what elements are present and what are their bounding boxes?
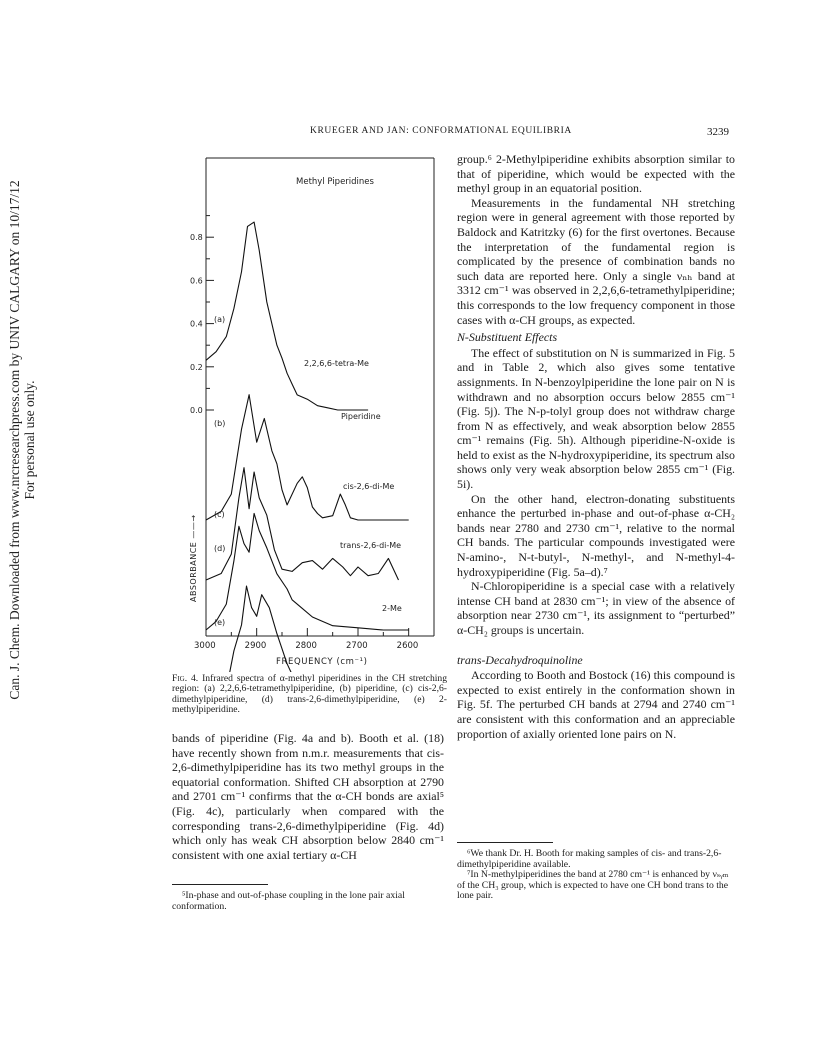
x-tick-label: 2600 (396, 641, 419, 651)
y-tick-label: 0.2 (190, 362, 203, 372)
spectrum-curve-4 (206, 513, 409, 630)
ir-spectra-chart (188, 152, 450, 672)
watermark-use-line: For personal use only. (22, 380, 37, 500)
curve-label: Piperidine (341, 412, 381, 421)
x-tick-label: 3000 (194, 641, 216, 651)
left-footnotes (172, 880, 444, 912)
y-tick-label: 0.4 (190, 319, 203, 329)
y-tick-label: 0.0 (190, 406, 203, 415)
left-column (172, 731, 444, 862)
right-paragraph-4: On the other hand, electron-donating substituents enhance the perturbed in-phase and out-of-phase α-CH₂ bands near 2780 and 2730 cm⁻¹, relative to the normal CH bands. The particular compounds investigated were N-amino-, N-t-butyl-, N-methyl-, and N-methyl-4-hydroxypiperidine (Fig. 5a–d).⁷ (457, 491, 735, 579)
right-paragraph-3: The effect of substitution on N is summarized in Fig. 5 and in Table 2, which also gives some tentative assignments. In N-benzoylpiperidine the lone pair on N is withdrawn and no absorption occurs below 2855 cm⁻¹ (Fig. 5j). The N-p-tolyl group does not withdraw charge from N as effectively, and weak absorption below 2855 cm⁻¹ remains (Fig. 5h). Although piperidine-N-oxide is held to exist as the N-hydroxypiperidine, its spectrum also shows only very weak absorption below 2855 cm⁻¹ (Fig. 5i). (457, 345, 735, 492)
figure-caption-text: Infrared spectra of α-methyl piperidines in the CH stretching region: (a) 2,2,6,6-tetramethylpiperidine, (b) piperidine, (c) cis-2,6-dimethylpiperidine, (d) trans-2,6-dimethylpiperidine, (e) 2-methylpiperidine. (172, 673, 448, 716)
figure-4 (188, 152, 450, 672)
right-column (457, 152, 735, 741)
footnote-7: ⁷In N-methylpiperidines the band at 2780 cm⁻¹ is enhanced by νₛᵧₘ of the CH₃ group, which is expected to have one CH bond trans to the lone pair. (457, 869, 729, 902)
left-paragraph-1: bands of piperidine (Fig. 4a and b). Booth et al. (18) have recently shown from n.m.r. measurements that cis-2,6-dimethylpiperidine has its two methyl groups in the equatorial conformation. Shifted CH absorption at 2790 and 2701 cm⁻¹ confirms that the α-CH bonds are axial⁵ (Fig. 4c), particularly when compared with the corresponding trans-2,6-dimethylpiperidine (Fig. 4d) which only has weak CH absorption below 2840 cm⁻¹ consistent with one axial tertiary α-CH (172, 731, 444, 862)
download-watermark (2, 180, 42, 700)
section-gap (457, 638, 735, 650)
spectrum-curve-1 (206, 222, 368, 410)
curve-letter: (d) (214, 544, 226, 553)
right-paragraph-6: According to Booth and Bostock (16) this compound is expected to exist entirely in the conformation shown in Fig. 5f. The perturbed CH bands at 2794 and 2740 cm⁻¹ are consistent with this conformation and an appreciable proportion of axially oriented lone pairs on N. (457, 668, 735, 741)
x-tick-label: 2700 (346, 641, 368, 651)
footnote-6: ⁶We thank Dr. H. Booth for making samples of cis- and trans-2,6-dimethylpiperidine available. (457, 848, 722, 870)
section-heading-decahydroquinoline: trans-Decahydroquinoline (457, 652, 583, 667)
right-paragraph-5: N-Chloropiperidine is a special case with a relatively intense CH band at 2830 cm⁻¹; in view of the absence of absorption near 2730 cm⁻¹, its assignment to “perturbed” α-CH₂ groups is uncertain. (457, 579, 735, 637)
y-tick-label: 0.8 (190, 233, 203, 243)
curve-letter: (a) (214, 315, 226, 324)
page-number: 3239 (707, 126, 729, 138)
footnote-5: ⁵In-phase and out-of-phase coupling in the lone pair axial conformation. (172, 890, 405, 912)
curve-letter: (e) (214, 618, 226, 627)
chart-title: Methyl Piperidines (296, 177, 374, 187)
footnote-rule (172, 884, 268, 885)
curve-label: cis-2,6-di-Me (343, 482, 395, 491)
watermark-source-line: Can. J. Chem. Downloaded from www.nrcresearchpress.com by UNIV CALGARY on 10/17/12 (7, 180, 22, 700)
right-paragraph-1: group.⁶ 2-Methylpiperidine exhibits absorption similar to that of piperidine, which would be expected with the methyl group in an equatorial position. (457, 152, 735, 196)
curve-letter: (c) (214, 510, 225, 519)
running-head: KRUEGER AND JAN: CONFORMATIONAL EQUILIBRIA (310, 126, 572, 136)
curve-label: 2-Me (382, 604, 402, 613)
right-footnotes (457, 838, 735, 902)
curve-letter: (b) (214, 419, 226, 428)
x-axis-label: FREQUENCY (cm⁻¹) (276, 657, 368, 667)
page-header (0, 126, 813, 142)
footnote-rule (457, 842, 553, 843)
right-paragraph-2: Measurements in the fundamental NH stretching region were in general agreement with those reported by Baldock and Katritzky (6) for the first overtones. Because the interpretation of the fundamental region is complicated by the presence of combination bands no such data are reported here. Only a single νₙₕ band at 3312 cm⁻¹ was observed in 2,2,6,6-tetramethylpiperidine; this corresponds to the low frequency component in those cases with α-CH groups, as expected. (457, 195, 735, 327)
figure-label: Fig. 4. (172, 673, 199, 684)
y-tick-label: 0.6 (190, 276, 203, 286)
section-heading-n-substituent: N-Substituent Effects (457, 330, 558, 345)
curve-label: 2,2,6,6-tetra-Me (304, 359, 369, 368)
y-axis-label: ABSORBANCE ——→ (189, 514, 198, 602)
curve-label: trans-2,6-di-Me (340, 541, 402, 550)
x-tick-label: 2800 (295, 641, 317, 651)
figure-caption (172, 674, 447, 716)
x-tick-label: 2900 (244, 641, 267, 651)
